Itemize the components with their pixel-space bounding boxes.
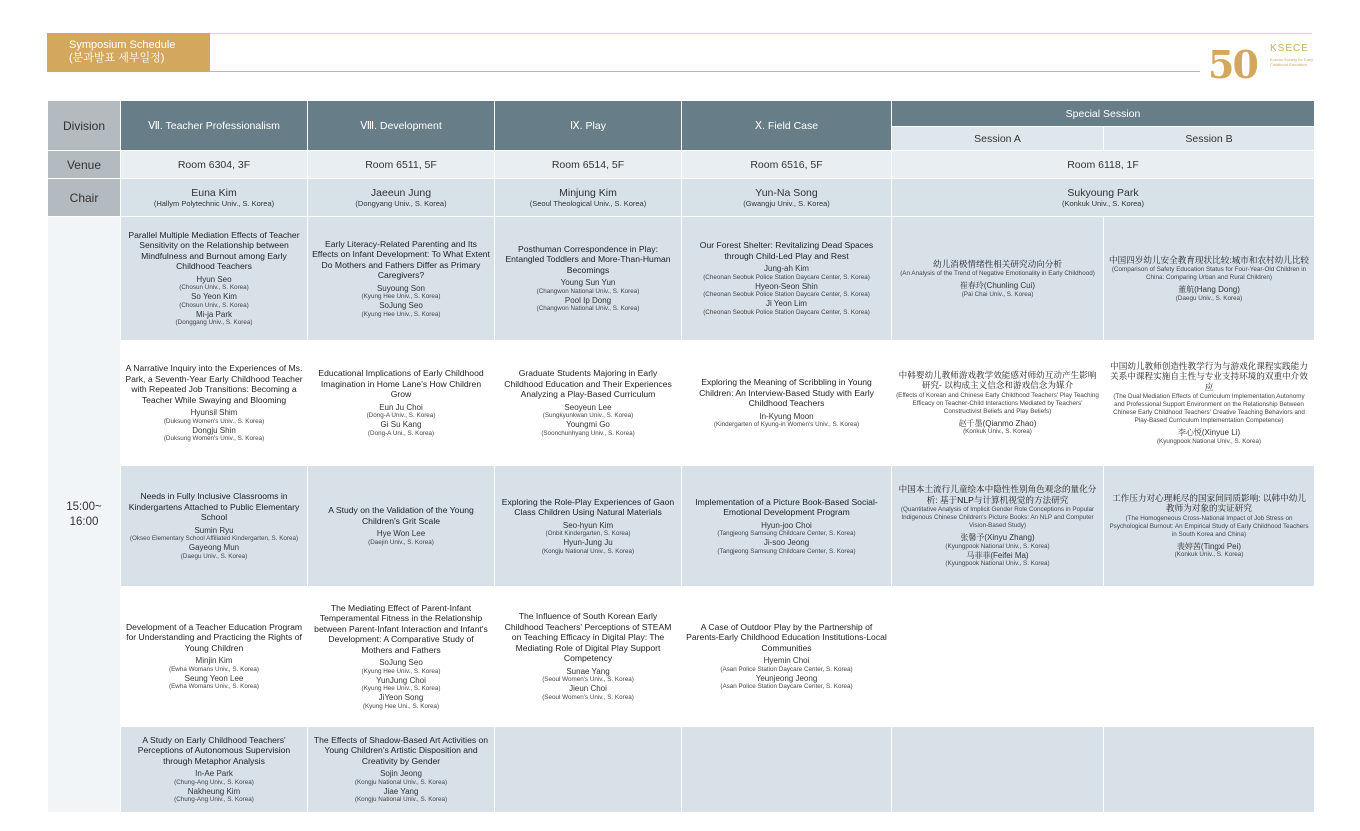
chair-name: Minjung Kim [559, 187, 617, 199]
presentation-cell [308, 217, 495, 341]
author-name: YunJung Choi [376, 675, 426, 685]
author-affiliation: (Kyung Hee Univ., S. Korea) [361, 685, 441, 692]
presentation-cell [682, 466, 892, 587]
author-name: Hyun-Jung Ju [563, 538, 613, 547]
author-affiliation: (Chung-Ang Univ., S. Korea) [174, 796, 254, 804]
chair-2 [308, 179, 495, 217]
presentation-title: Parallel Multiple Mediation Effects of Teacher Sensitivity on the Relationship between Mindfulness and Burnout among Early Childhood Teachers [128, 229, 300, 272]
presentation-title: Graduate Students Majoring in Early Childhood Education and Their Experiences Analyzing a Play-Based Curriculum [504, 368, 672, 400]
presentation-cell [892, 466, 1104, 587]
author-affiliation: (Onbit Kindergarten, S. Korea) [545, 530, 631, 537]
author-name: Seo-hyun Kim [562, 520, 614, 530]
header-top-rule [210, 33, 1312, 34]
chair-4 [682, 179, 892, 217]
chair-name: Yun-Na Song [755, 187, 818, 199]
presentation-title: 中韩婴幼儿教师游戏教学效能感对师幼互动产生影响研究- 以构成主义信念和游戏信念为媒介 [898, 369, 1097, 391]
author-affiliation: (Cheonan Seobuk Police Station Daycare Center, S. Korea) [703, 308, 870, 316]
author-name: Sojin Jeong [380, 769, 422, 779]
schedule-table [47, 100, 1315, 813]
division-header: Division [48, 101, 121, 151]
presentation-title: A Narrative Inquiry into the Experiences of Ms. Park, a Seventh-Year Early Childhood Teacher with Repeated Job Transitions: Becoming a Teacher While Swaying and Blooming [125, 363, 303, 405]
venue-2: Room 6511, 5F [308, 151, 495, 179]
author-affiliation: (Chung-Ang Univ., S. Korea) [174, 778, 254, 786]
author-affiliation: (Asan Police Station Daycare Center, S. Korea) [720, 683, 853, 691]
author-affiliation: (Kongju National Univ., S. Korea) [354, 796, 448, 804]
tag-subtitle: (분과발표 세부일정) [69, 52, 165, 64]
presentation-title: A Study on Early Childhood Teachers' Perceptions of Autonomous Supervision through Metaphor Analysis [137, 734, 291, 766]
author-name: Suyoung Son [376, 283, 426, 293]
presentation-title: 中国四岁幼儿安全教育现状比较:城市和农村幼儿比较 [1108, 254, 1310, 265]
presentation-title: The Influence of South Korean Early Childhood Teachers' Perceptions of STEAM on Teaching Efficacy in Digital Play: The Mediating Role of Digital Play Support Competency [504, 611, 672, 664]
chair-1 [121, 179, 308, 217]
presentation-cell [1104, 341, 1315, 466]
chair-affiliation: (Dongyang Univ., S. Korea) [355, 199, 447, 208]
author-name: Gi Su Kang [380, 420, 422, 430]
author-name: Hyun-joo Choi [761, 520, 812, 530]
author-affiliation: (Kyung Hee Univ., S. Korea) [361, 310, 441, 318]
author-name: Eun Ju Choi [379, 402, 423, 412]
author-affiliation: (Kyungpook National Univ., S. Korea) [1156, 437, 1262, 445]
author-name: Ji Yeon Lim [766, 299, 807, 309]
presentation-title: Needs in Fully Inclusive Classrooms in Kindergartens Attached to Public Elementary School [128, 491, 300, 523]
presentation-title: Our Forest Shelter: Revitalizing Dead Spaces through Child-Led Play and Rest [699, 240, 874, 261]
chair-3 [495, 179, 682, 217]
chair-label: Chair [48, 179, 121, 217]
author-name: SoJung Seo [379, 301, 423, 310]
presentation-title: Educational Implications of Early Childhood Imagination in Home Lane's How Children Grow [318, 368, 484, 400]
session-b-header: Session B [1104, 127, 1315, 151]
author-name: Minjin Kim [195, 656, 233, 666]
author-name: 崔春玲(Chunling Cui) [959, 281, 1036, 290]
venue-4: Room 6516, 5F [682, 151, 892, 179]
author-affiliation: (Changwon National Univ., S. Korea) [536, 305, 640, 313]
author-affiliation: (Pai Chai Univ., S. Korea) [961, 290, 1034, 298]
author-name: Jung-ah Kim [764, 264, 809, 274]
presentation-title: A Study on the Validation of the Young Children's Grit Scale [328, 505, 474, 526]
author-name: Hyemin Choi [763, 656, 810, 666]
author-affiliation: (Kongju National Univ., S. Korea) [354, 778, 448, 786]
presentation-subtitle: (Quantitative Analysis of Implicit Gender Role Conceptions in Popular Indigenous Chinese Children's Picture Books: An NLP and Computer Vision-Based Study) [900, 506, 1095, 529]
division-2-header: Ⅷ. Development [308, 101, 495, 151]
presentation-cell [495, 466, 682, 587]
author-name: Hyun Seo [196, 274, 232, 284]
author-name: Gayeong Mun [188, 543, 240, 553]
author-name: Hyunsil Shim [190, 408, 238, 417]
author-name: Hye Won Lee [376, 529, 426, 539]
presentation-cell [892, 727, 1104, 813]
presentation-title: 中国本土流行儿童绘本中隐性性别角色观念的量化分析: 基于NLP与计算机视觉的方法研究 [898, 484, 1097, 505]
author-name: 张馨予(Xinyu Zhang) [960, 533, 1035, 542]
time-end: 16:00 [69, 515, 99, 528]
author-affiliation: (Dong-A Uni., S. Korea) [367, 429, 435, 437]
author-affiliation: (Duksung Women's Univ., S. Korea) [163, 435, 265, 442]
presentation-cell [682, 217, 892, 341]
venue-3: Room 6514, 5F [495, 151, 682, 179]
author-name: In-Ae Park [195, 769, 233, 779]
author-name: Yeunjeong Jeong [755, 673, 818, 683]
presentation-cell [1104, 727, 1315, 813]
author-name: Dongju Shin [192, 425, 236, 435]
presentation-title: The Mediating Effect of Parent-Infant Temperamental Fitness in the Relationship between Parent-Infant Interaction and Infant's Development: A Comparative Study of Mothers and Fathers [314, 602, 488, 655]
author-affiliation: (Asan Police Station Daycare Center, S. Korea) [720, 665, 853, 673]
chair-affiliation: (Konkuk Univ., S. Korea) [1062, 199, 1144, 208]
author-affiliation: (Tangjeong Samsung Childcare Center, S. Korea) [717, 530, 856, 537]
presentation-title: Exploring the Meaning of Scribbling in Young Children: An Interview-Based Study with Early Childhood Teachers [699, 377, 874, 408]
author-name: Young Sun Yun [560, 278, 616, 288]
section-tag [47, 33, 210, 72]
chair-name: Euna Kim [191, 187, 237, 199]
author-affiliation: (Kindergarten of Kyung-in Women's Univ., S. Korea) [713, 421, 860, 428]
presentation-cell [682, 341, 892, 466]
author-affiliation: (Tangjeong Samsung Childcare Center, S. Korea) [717, 547, 856, 555]
presentation-cell [682, 727, 892, 813]
logo-name: KSECE [1270, 43, 1309, 54]
presentation-title: Early Literacy-Related Parenting and Its Effects on Infant Development: To What Extent Do Mothers and Fathers Differ as Primary Caregivers? [312, 238, 490, 280]
special-session-header: Special Session [892, 101, 1315, 127]
division-3-header: Ⅸ. Play [495, 101, 682, 151]
author-affiliation: (Seoul Women's Univ., S. Korea) [542, 693, 634, 701]
author-affiliation: (Ewha Womans Univ., S. Korea) [168, 665, 260, 673]
author-name: In-Kyung Moon [759, 411, 814, 421]
presentation-title: 工作压力对心理耗尽的国家间同质影响: 以韩中幼儿教师为对象的实证研究 [1112, 492, 1306, 514]
author-affiliation: (Daegu Univ., S. Korea) [1175, 294, 1243, 302]
presentation-cell [892, 341, 1104, 466]
presentation-subtitle: (The Homogeneous Cross-National Impact of Job Stress on Psychological Burnout: An Empirical Study of Early Childhood Teachers in South Korea and China) [1109, 514, 1309, 538]
author-affiliation: (Daejin Univ., S. Korea) [368, 538, 434, 546]
author-affiliation: (Duksung Women's Univ., S. Korea) [163, 417, 265, 425]
presentation-cell [1104, 587, 1315, 727]
author-affiliation: (Chosun Univ., S. Korea) [179, 284, 249, 292]
presentation-cell [308, 466, 495, 587]
author-affiliation: (Ewha Womans Univ., S. Korea) [168, 683, 260, 691]
presentation-cell [1104, 217, 1315, 341]
author-affiliation: (Konkuk Univ., S. Korea) [1174, 551, 1244, 559]
presentation-cell [495, 217, 682, 341]
presentation-cell [308, 727, 495, 813]
author-name: Nakheung Kim [187, 786, 241, 796]
author-name: 裴婷茜(Tingxi Pei) [1176, 541, 1242, 551]
author-affiliation: (Cheonan Seobuk Police Station Daycare Center, S. Korea) [703, 273, 870, 281]
tag-title: Symposium Schedule [69, 39, 176, 51]
author-affiliation: (Dong-A Univ., S. Korea) [366, 412, 436, 420]
presentation-title: 中国幼儿教师创造性教学行为与游戏化课程实践能力关系中课程实施自主性与专业支持环境的双重中介效应 [1110, 360, 1308, 392]
author-name: Seung Yeon Lee [184, 673, 244, 683]
chair-name: Sukyoung Park [1067, 187, 1139, 199]
author-affiliation: (Kyungpook National Univ., S. Korea) [945, 560, 1050, 567]
author-name: Sunae Yang [566, 666, 610, 676]
presentation-cell [121, 587, 308, 727]
author-name: 赵千墨(Qianmo Zhao) [958, 418, 1037, 428]
presentation-cell [308, 341, 495, 466]
ksece-logo [1208, 40, 1318, 86]
author-affiliation: (Kyungpook National Univ., S. Korea) [945, 542, 1050, 550]
author-affiliation: (Okseo Elementary School Affiliated Kindergarten, S. Korea) [129, 535, 299, 543]
presentation-cell [121, 217, 308, 341]
chair-affiliation: (Hallym Polytechnic Univ., S. Korea) [153, 199, 275, 208]
presentation-title: The Effects of Shadow-Based Art Activities on Young Children's Artistic Disposition and Creativity by Gender [313, 734, 489, 766]
chair-name: Jaeeun Jung [370, 187, 432, 199]
author-name: JiYeon Song [378, 693, 424, 702]
author-affiliation: (Chosun Univ., S. Korea) [179, 301, 249, 309]
presentation-title: 幼儿消极情绪性相关研究动向分析 [933, 258, 1062, 269]
author-name: 李心悦(Xinyue Li) [1177, 428, 1241, 437]
presentation-cell [121, 727, 308, 813]
author-affiliation: (Daegu Univ., S. Korea) [180, 552, 248, 560]
author-name: Sumin Ryu [194, 525, 234, 535]
author-name: Jieun Choi [569, 684, 607, 694]
author-name: Ji-soo Jeong [763, 538, 810, 547]
presentation-subtitle: (Comparison of Safety Education Status for Four-Year-Old Children in China: Comparing Urban and Rural Children) [1111, 266, 1307, 281]
author-affiliation: (Cheonan Seobuk Police Station Daycare Center, S. Korea) [703, 291, 870, 299]
presentation-cell [495, 587, 682, 727]
author-name: Pool Ip Dong [564, 295, 612, 305]
author-affiliation: (Kyung Hee Univ., S. Korea) [361, 667, 441, 675]
header-rule [210, 71, 1200, 72]
presentation-cell [121, 466, 308, 587]
special-venue: Room 6118, 1F [892, 151, 1315, 179]
chair-affiliation: (Seoul Theological Univ., S. Korea) [529, 199, 647, 208]
author-affiliation: (Kyung Hee Uni., S. Korea) [362, 702, 440, 710]
division-4-header: Ⅹ. Field Case [682, 101, 892, 151]
presentation-title: Posthuman Correspondence in Play: Entangled Toddlers and More-Than-Human Becomings [505, 243, 671, 275]
session-a-header: Session A [892, 127, 1104, 151]
author-affiliation: (Sungkyunkwan Univ., S. Korea) [542, 412, 634, 420]
presentation-title: A Case of Outdoor Play by the Partnership of Parents-Early Childhood Education Institutions-Local Communities [686, 621, 887, 653]
author-name: So Yeon Kim [191, 292, 237, 302]
author-affiliation: (Soonchunhyang Univ., S. Korea) [541, 429, 635, 437]
author-affiliation: (Seoul Women's Univ., S. Korea) [542, 676, 634, 684]
time-start: 15:00~ [66, 500, 102, 513]
presentation-cell [1104, 466, 1315, 587]
presentation-title: Exploring the Role-Play Experiences of Gaon Class Children Using Natural Materials [501, 496, 675, 517]
presentation-title: Implementation of a Picture Book-Based Social-Emotional Development Program [695, 496, 878, 517]
presentation-title: Development of a Teacher Education Program for Understanding and Practicing the Rights of Young Children [125, 621, 303, 653]
logo-subtitle: Korean Society for Early Childhood Education [1270, 57, 1314, 67]
author-affiliation: (Changwon National Univ., S. Korea) [536, 287, 640, 295]
author-affiliation: (Kyung Hee Univ., S. Korea) [361, 293, 441, 300]
author-name: Jiae Yang [383, 786, 419, 796]
presentation-subtitle: (The Dual Mediation Effects of Curriculum Implementation Autonomy and Professional Support Environment on the Relationship Between Chinese Early Childhood Teachers' Creative Teaching Behaviors and Play-Based Curriculum Implementation Competence) [1113, 393, 1305, 424]
presentation-cell [892, 587, 1104, 727]
logo-number: 50 [1208, 42, 1257, 87]
presentation-cell [121, 341, 308, 466]
presentation-cell [495, 727, 682, 813]
presentation-cell [892, 217, 1104, 341]
time-slot [48, 217, 121, 813]
venue-label: Venue [48, 151, 121, 179]
division-1-header: Ⅶ. Teacher Professionalism [121, 101, 308, 151]
chair-affiliation: (Gwangju Univ., S. Korea) [743, 199, 830, 208]
special-chair [892, 179, 1315, 217]
author-name: 董航(Hang Dong) [1178, 285, 1240, 294]
author-name: SoJung Seo [379, 658, 423, 667]
presentation-subtitle: (Effects of Korean and Chinese Early Childhood Teachers' Play Teaching Efficacy on Teacher-Child Interactions Mediated by Teachers' Constructivist Beliefs and Play Beliefs) [896, 391, 1099, 415]
author-name: 马菲菲(Feifei Ma) [966, 550, 1029, 560]
presentation-cell [308, 587, 495, 727]
author-affiliation: (Donggang Univ., S. Korea) [175, 319, 253, 327]
author-name: Hyeon-Seon Shin [755, 281, 818, 291]
presentation-subtitle: (An Analysis of the Trend of Negative Emotionality in Early Childhood) [900, 270, 1095, 277]
presentation-cell [495, 341, 682, 466]
presentation-cell [682, 587, 892, 727]
author-affiliation: (Kongju National Univ., S. Korea) [541, 547, 635, 555]
venue-1: Room 6304, 3F [121, 151, 308, 179]
author-name: Mi-ja Park [195, 309, 232, 319]
author-name: Seoyeun Lee [564, 402, 612, 412]
author-affiliation: (Konkuk Univ., S. Korea) [963, 428, 1032, 436]
author-name: Youngmi Go [566, 420, 610, 430]
